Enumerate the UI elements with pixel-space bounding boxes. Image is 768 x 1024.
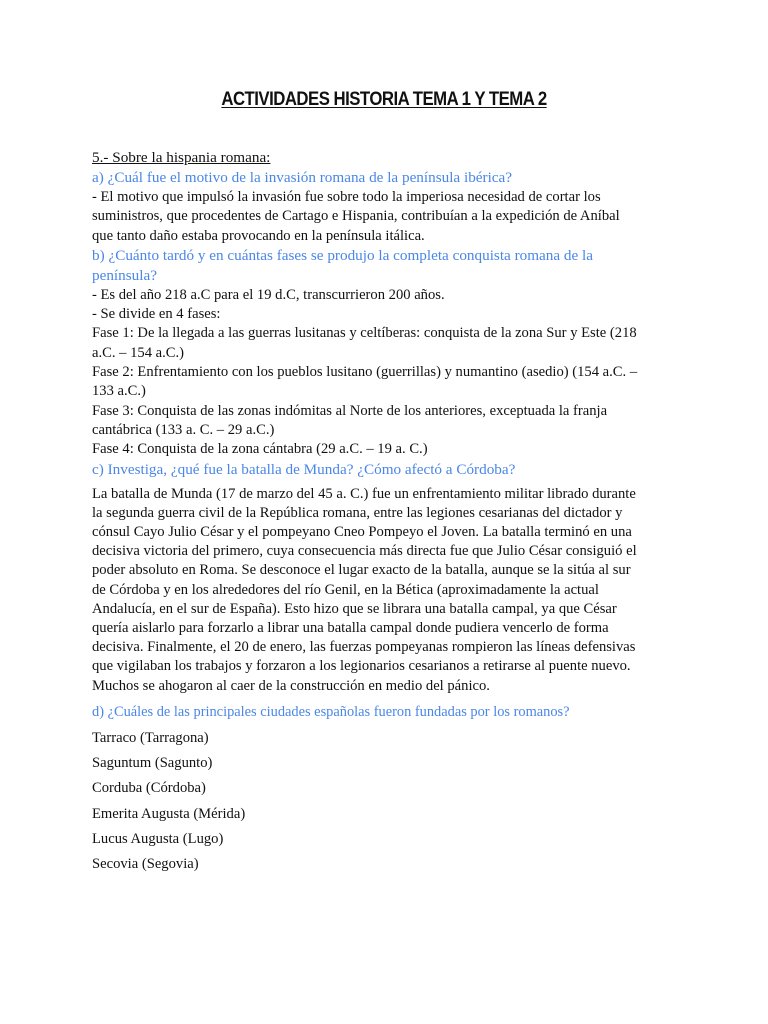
answer-b-line: Fase 4: Conquista de la zona cántabra (29 a.C. – 19 a. C.) — [92, 441, 428, 458]
question-d: d) ¿Cuáles de las principales ciudades españolas fueron fundadas por los romanos? — [92, 703, 570, 720]
answer-a-line: - El motivo que impulsó la invasión fue sobre todo la imperiosa necesidad de cortar los — [92, 189, 601, 205]
document-body — [92, 148, 682, 880]
answer-b-line: Fase 3: Conquista de las zonas indómitas al Norte de los anteriores, exceptuada la franja — [92, 402, 608, 419]
answer-c-paragraph — [92, 485, 682, 696]
city-item: Corduba (Córdoba) — [92, 780, 206, 797]
answer-b-line: 133 a.C.) — [92, 383, 146, 400]
city-item: Saguntum (Sagunto) — [92, 755, 213, 772]
answer-b-line: - Es del año 218 a.C para el 19 d.C, transcurrieron 200 años. — [92, 286, 445, 303]
answer-b-line: Fase 1: De la llegada a las guerras lusitanas y celtíberas: conquista de la zona Sur y Este (218 — [92, 325, 637, 342]
answer-c-line: que vigilaban los trabajos y forzaron a los legionarios cesarianos a retirarse al puente nuevo. — [92, 658, 631, 675]
answer-a-line: suministros, que procedentes de Cartago e Hispania, contribuían a la expedición de Aníbal — [92, 208, 620, 225]
answer-c-line: Muchos se ahogaron al caer de la construcción en medio del pánico. — [92, 677, 490, 694]
answer-b-line: Fase 2: Enfrentamiento con los pueblos lusitano (guerrillas) y numantino (asedio) (154 a.C. – — [92, 364, 638, 381]
answer-b-line: - Se divide en 4 fases: — [92, 306, 221, 323]
cities-list — [92, 728, 682, 880]
section-heading — [92, 148, 682, 168]
section-heading-text: 5.- Sobre la hispania romana: — [92, 149, 271, 166]
question-c: c) Investiga, ¿qué fue la batalla de Munda? ¿Cómo afectó a Córdoba? — [92, 460, 516, 478]
answer-b-line: a.C. – 154 a.C.) — [92, 344, 185, 361]
answer-c-line: decisiva. Finalmente, el 20 de enero, las fuerzas pompeyanas rompieron las líneas defensivas — [92, 639, 636, 656]
answer-c-line: Andalucía, en el sur de España). Esto hizo que se librara una batalla campal, ya que César — [92, 600, 617, 617]
question-b-line: península? — [92, 266, 157, 284]
city-item: Tarraco (Tarragona) — [92, 729, 209, 746]
answer-c-line: decisiva victoria del primero, cuya consecuencia más directa fue que Julio César consiguió el — [92, 543, 637, 560]
city-item: Secovia (Segovia) — [92, 856, 199, 873]
answer-c-line: cónsul Cayo Julio César y el pompeyano Cneo Pompeyo el Joven. La batalla terminó en una — [92, 523, 632, 540]
answer-c-line: la segunda guerra civil de la República romana, entre las legiones cesarianas del dictador y — [92, 504, 623, 521]
answer-c-line: de Córdoba y en los alrededores del río Genil, en la Bética (aproximadamente la actual — [92, 581, 599, 598]
answer-b-line: cantábrica (133 a. C. – 29 a.C.) — [92, 421, 275, 438]
document-title: ACTIVIDADES HISTORIA TEMA 1 Y TEMA 2 — [221, 88, 547, 110]
answer-c-line: poder absoluto en Roma. Se desconoce el lugar exacto de la batalla, aunque se la sitúa al sur — [92, 562, 631, 579]
question-b-line: b) ¿Cuánto tardó y en cuántas fases se produjo la completa conquista romana de la — [92, 246, 594, 264]
answer-c-line: quería aislarlo para forzarlo a librar una batalla campal donde pudiera vencerlo de forma — [92, 619, 609, 636]
answer-c-line: La batalla de Munda (17 de marzo del 45 a. C.) fue un enfrentamiento militar librado durante — [92, 485, 636, 502]
city-item: Emerita Augusta (Mérida) — [92, 805, 246, 822]
answer-a-line: que tanto daño estaba provocando en la península itálica. — [92, 227, 425, 244]
city-item: Lucus Augusta (Lugo) — [92, 830, 224, 847]
question-a: a) ¿Cuál fue el motivo de la invasión romana de la península ibérica? — [92, 169, 513, 186]
